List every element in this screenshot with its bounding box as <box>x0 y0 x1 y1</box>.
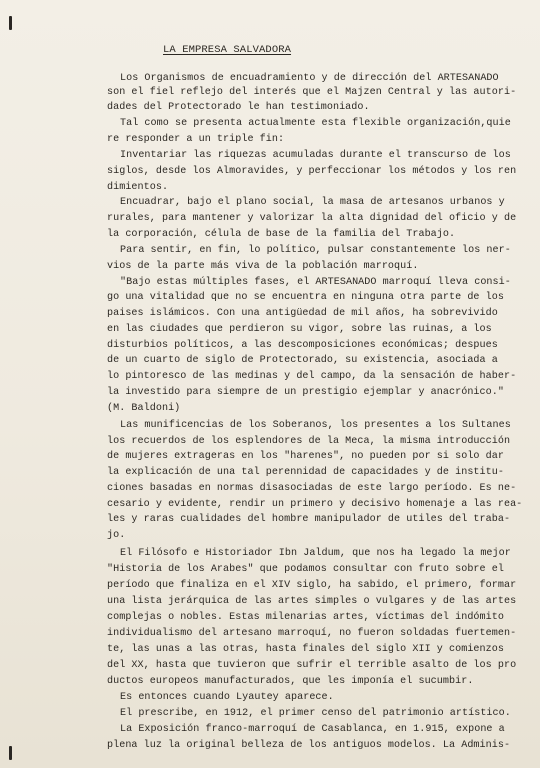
text-line: plena luz la original belleza de los antiguos modelos. La Adminis- <box>107 740 511 751</box>
text-line: Para sentir, en fin, lo político, pulsar constantemente los ner- <box>120 245 511 256</box>
text-line: (M. Baldoni) <box>107 403 181 414</box>
text-line: go una vitalidad que no se encuentra en ninguna otra parte de los <box>107 292 504 303</box>
text-line: jo. <box>107 530 126 541</box>
text-line: de un cuarto de siglo de Protectorado, su existencia, asociada a <box>107 355 498 366</box>
text-line: la explicación de una tal perennidad de capacidades y de institu- <box>107 467 504 478</box>
text-line: "Historia de los Arabes" que podamos consultar con fruto sobre el <box>107 564 504 575</box>
text-line: El prescribe, en 1912, el primer censo del patrimonio artístico. <box>120 708 511 719</box>
text-line: complejas o nobles. Estas milenarias artes, víctimas del indómito <box>107 612 504 623</box>
text-line: ciones basadas en normas disasociadas de este largo período. Es ne- <box>107 483 517 494</box>
text-line: en las ciudades que perdieron su vigor, sobre las ruinas, a los <box>107 324 492 335</box>
text-line: Tal como se presenta actualmente esta flexible organización,quie <box>120 118 511 129</box>
text-line: de mujeres extrageras en los "harenes", no pueden por si solo dar <box>107 451 504 462</box>
text-line: los recuerdos de los esplendores de la Meca, la misma introducción <box>107 436 511 447</box>
text-line: del XX, hasta que tuvieron que sufrir el terrible asalto de los pro <box>107 660 517 671</box>
text-line: una lista jerárquica de las artes simples o vulgares y de las artes <box>107 596 517 607</box>
document-title: LA EMPRESA SALVADORA <box>163 44 292 56</box>
text-line: Inventariar las riquezas acumuladas durante el transcurso de los <box>120 150 511 161</box>
text-line: Encuadrar, bajo el plano social, la masa de artesanos urbanos y <box>120 197 505 208</box>
text-line: re responder a un triple fin: <box>107 134 285 145</box>
text-line: dades del Protectorado le han testimoniado. <box>107 102 370 113</box>
text-line: Las munificencias de los Soberanos, los presentes a los Sultanes <box>120 420 511 431</box>
text-line: individualismo del artesano marroquí, no fueron soldadas fuertemen- <box>107 628 517 639</box>
text-line: lo pintoresco de las medinas y del campo, da la sensación de haber- <box>107 371 517 382</box>
text-line: te, las unas a las otras, hasta finales del siglo XII y comienzos <box>107 644 504 655</box>
text-line: "Bajo estas múltiples fases, el ARTESANADO marroquí lleva consi- <box>120 277 511 288</box>
text-line: son el fiel reflejo del interés que el Majzen Central y las autori- <box>107 87 517 98</box>
text-line: La Exposición franco-marroquí de Casablanca, en 1.915, expone a <box>120 724 505 735</box>
text-line: paises islámicos. Con una antigüedad de mil años, ha sobrevivido <box>107 308 498 319</box>
text-line: Es entonces cuando Lyautey aparece. <box>120 692 334 703</box>
text-line: ductos europeos manufacturados, que les imponía el sucumbir. <box>107 676 474 687</box>
text-line: la investido para siempre de un prestigio ejemplar y anacrónico." <box>107 387 504 398</box>
text-line: siglos, desde los Almoravides, y perfeccionar los métodos y los ren <box>107 166 517 177</box>
text-line: dimientos. <box>107 182 169 193</box>
text-line: Los Organismos de encuadramiento y de dirección del ARTESANADO <box>120 73 499 84</box>
text-line: disturbios políticos, a las descomposiciones económicas; despues <box>107 340 498 351</box>
text-line: rurales, para mantener y valorizar la alta dignidad del oficio y de <box>107 213 517 224</box>
text-line: cesario y evidente, rendir un primero y decisivo homenaje a las rea- <box>107 499 523 510</box>
text-line: vios de la parte más viva de la población marroquí. <box>107 261 419 272</box>
text-line: El Filósofo e Historiador Ibn Jaldum, que nos ha legado la mejor <box>120 548 511 559</box>
text-line: les y raras cualidades del hombre manipulador de utiles del traba- <box>107 514 511 525</box>
text-line: período que finaliza en el XIV siglo, ha sabido, el primero, formar <box>107 580 517 591</box>
text-line: la corporación, célula de base de la familia del Trabajo. <box>107 229 456 240</box>
